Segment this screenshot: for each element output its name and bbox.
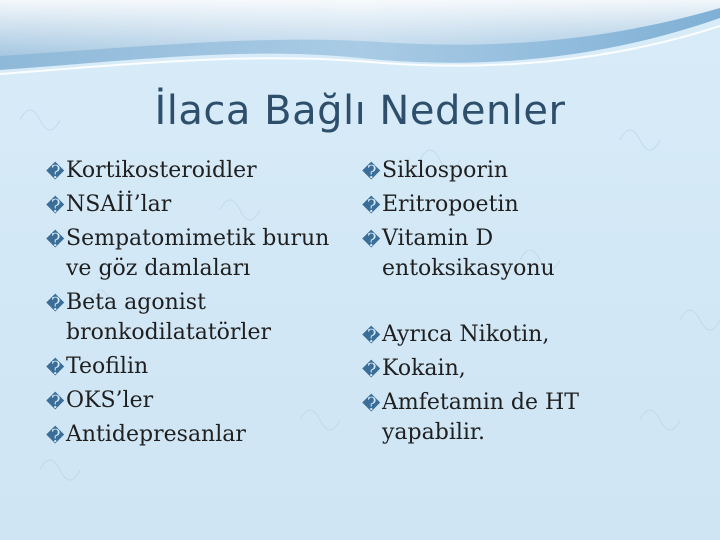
slide-title: İlaca Bağlı Nedenler: [154, 88, 566, 134]
right-bullet-list: [362, 156, 702, 448]
list-item: [362, 320, 702, 350]
list-item-text: Antidepresanlar: [66, 422, 246, 447]
list-item-text: Amfetamin de HT yapabilir.: [382, 390, 579, 445]
list-item: [362, 224, 702, 284]
bullet-icon: �: [362, 394, 381, 415]
list-item-text: Beta agonist bronkodilatatörler: [66, 290, 271, 345]
list-item: [46, 352, 356, 382]
bullet-icon: �: [46, 392, 65, 413]
list-item-text: Kortikosteroidler: [66, 158, 257, 183]
list-item-text: Ayrıca Nikotin,: [382, 322, 550, 347]
list-item-text: Vitamin D entoksikasyonu: [382, 226, 555, 281]
bullet-icon: �: [362, 196, 381, 217]
list-item: [46, 224, 356, 284]
list-item: [362, 190, 702, 220]
bullet-icon: �: [46, 196, 65, 217]
list-item-text: Teofilin: [66, 354, 149, 379]
list-item: [46, 288, 356, 348]
bullet-icon: �: [362, 360, 381, 381]
list-item-text: Kokain,: [382, 356, 466, 381]
bullet-icon: �: [362, 326, 381, 347]
list-item: [362, 388, 702, 448]
list-item: [362, 354, 702, 384]
bullet-icon: �: [362, 230, 381, 251]
list-item: [46, 156, 356, 186]
bullet-icon: �: [46, 358, 65, 379]
bullet-icon: �: [362, 162, 381, 183]
list-item: [46, 386, 356, 416]
bullet-icon: �: [46, 162, 65, 183]
list-item-text: Siklosporin: [382, 158, 509, 183]
list-item: [362, 156, 702, 186]
list-spacer: [362, 284, 702, 320]
list-item: [46, 420, 356, 450]
bullet-icon: �: [46, 294, 65, 315]
list-item: [46, 190, 356, 220]
bullet-icon: �: [46, 230, 65, 251]
list-item-text: OKS’ler: [66, 388, 154, 413]
bullet-icon: �: [46, 426, 65, 447]
list-item-text: NSAİİ’lar: [66, 192, 172, 217]
list-item-text: Sempatomimetik burun ve göz damlaları: [66, 226, 330, 281]
list-item-text: Eritropoetin: [382, 192, 519, 217]
header-wave-decoration: [0, 0, 720, 80]
left-bullet-list: [46, 156, 356, 450]
